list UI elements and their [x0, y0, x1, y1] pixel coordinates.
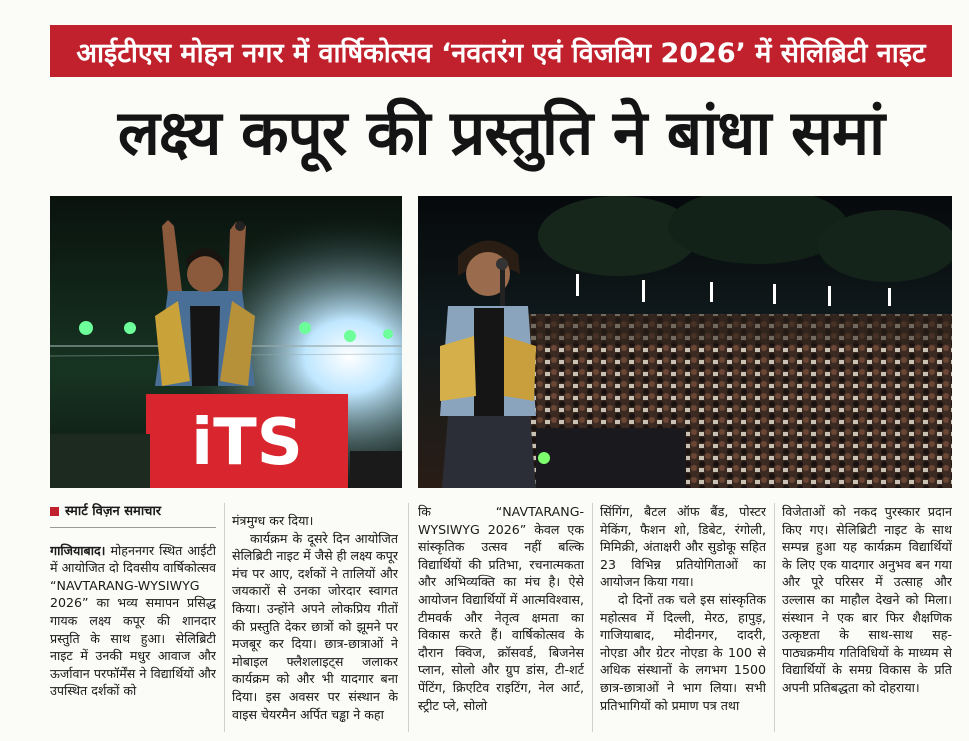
article-paragraph: विजेताओं को नकद पुरस्कार प्रदान किए गए। सेलिब्रिटी नाइट के साथ सम्पन्न हुआ यह कार्यक्रम विद्यार्थियों के लिए एक यादगार अनुभव बन गया और पूरे परिसर में उत्साह और उल्लास का माहौल देखने को मिला। संस्थान ने एक बार फिर शैक्षणिक उत्कृष्टता के साथ-साथ सह-पाठ्यक्रमीय गतिविधियों के माध्यम से विद्यार्थियों के समग्र विकास के प्रति अपनी प्रतिबद्धता को दोहराया।: [782, 504, 952, 695]
column-divider: [592, 503, 593, 732]
article-column-2: [232, 512, 398, 741]
kicker-banner: आईटीएस मोहन नगर में वार्षिकोत्सव ‘नवतरंग एवं विजविग 2026’ में सेलिब्रिटी नाइट: [50, 25, 952, 77]
article-column-5: [782, 503, 952, 732]
byline-square-icon: [50, 507, 59, 516]
byline-rule: [50, 527, 216, 528]
article-paragraph: मंत्रमुग्ध कर दिया।: [232, 513, 314, 528]
article-paragraph: सिंगिंग, बैटल ऑफ बैंड, पोस्टर मेकिंग, फैशन शो, डिबेट, रंगोली, मिमिक्री, अंताक्षरी और सुडोकू सहित 23 विभिन्न प्रतियोगिताओं का आयोजन किया गया।: [600, 504, 766, 590]
photo-singer-arms-up: [50, 196, 402, 488]
column-divider: [774, 503, 775, 732]
article-paragraph: कि “NAVTARANG-WYSIWYG 2026” केवल एक सांस्कृतिक उत्सव नहीं बल्कि विद्यार्थियों की प्रतिभा, रचनात्मकता और अभिव्यक्ति का मंच है। ऐसे आयोजन विद्यार्थियों में आत्मविश्वास, टीमवर्क और नेतृत्व क्षमता का विकास करते हैं। वार्षिकोत्सव के दौरान क्विज, क्रॉसवर्ड, बिजनेस प्लान, सोलो और ग्रुप डांस, टी-शर्ट पेंटिंग, क्रिएटिव राइटिंग, नेल आर्ट, स्ट्रीट प्ले, सोलो: [418, 504, 584, 713]
article-column-3: [418, 503, 584, 732]
article-paragraph: दो दिनों तक चले इस सांस्कृतिक महोत्सव में दिल्ली, मेरठ, हापुड़, गाजियाबाद, मोदीनगर, दादरी, नोएडा और ग्रेटर नोएडा के 100 से अधिक संस्थानों के लगभग 1500 छात्र-छात्राओं ने भाग लिया। सभी प्रतिभागियों को प्रमाण पत्र तथा: [600, 591, 766, 713]
headline: लक्ष्य कपूर की प्रस्तुति ने बांधा समां: [117, 96, 885, 169]
byline-text: स्मार्ट विज़न समाचार: [65, 504, 162, 519]
article-column-4: [600, 503, 766, 732]
its-stage-logo: iTS: [191, 406, 303, 480]
article-paragraph: कार्यक्रम के दूसरे दिन आयोजित सेलिब्रिटी नाइट में जैसे ही लक्ष्य कपूर मंच पर आए, दर्शकों ने तालियों और जयकारों से उनका जोरदार स्वागत किया। उन्होंने अपने लोकप्रिय गीतों की प्रस्तुति देकर छात्रों को झूमने पर मजबूर कर दिया। छात्र-छात्राओं ने मोबाइल फ्लैशलाइट्स जलाकर कार्यक्रम को और भी यादगार बना दिया। इस अवसर पर संस्थान के वाइस चेयरमैन अर्पित चड्ढा ने कहा: [232, 530, 398, 722]
dateline: गाजियाबाद।: [50, 542, 106, 558]
column-divider: [408, 503, 409, 732]
photo-singer-crowd: [418, 196, 952, 488]
article-column-1: [50, 503, 216, 732]
article-paragraph: [50, 542, 216, 700]
column-divider: [224, 503, 225, 732]
paragraph-text: मोहननगर स्थित आईटी में आयोजित दो दिवसीय वार्षिकोत्सव “NAVTARANG-WYSIWYG 2026” का भव्य समापन प्रसिद्ध गायक लक्ष्य कपूर की शानदार प्रस्तुति के साथ हुआ। सेलिब्रिटी नाइट में उनकी मधुर आवाज और ऊर्जावान परफॉर्मेंस ने विद्यार्थियों और उपस्थित दर्शकों को: [50, 542, 216, 699]
byline: [50, 503, 216, 521]
